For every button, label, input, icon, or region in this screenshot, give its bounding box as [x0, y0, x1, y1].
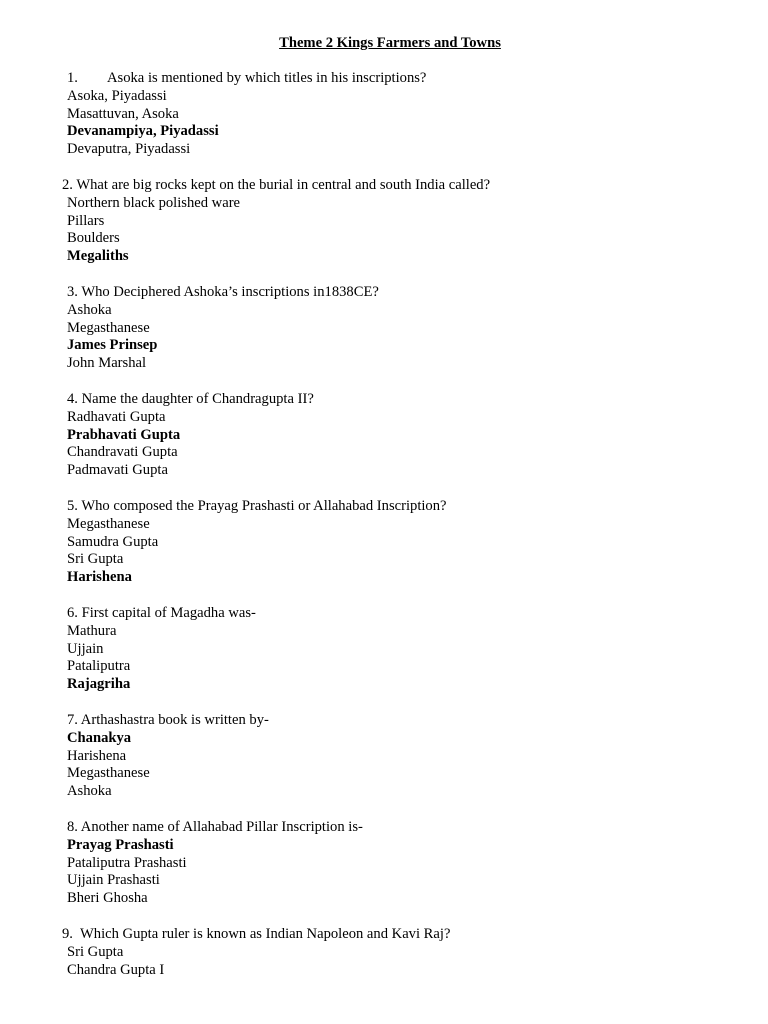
correct-option: Prayag Prashasti	[67, 836, 174, 853]
question-label: First capital of Magadha was-	[81, 605, 256, 621]
question-4	[0, 391, 760, 480]
option: Devaputra, Piyadassi	[67, 141, 191, 158]
option: Pillars	[67, 212, 105, 229]
question-number: 8.	[67, 819, 78, 835]
correct-option: Harishena	[67, 569, 132, 586]
question-text	[0, 712, 760, 730]
question-text	[0, 284, 760, 302]
correct-option: Devanampiya, Piyadassi	[67, 123, 219, 140]
question-label: What are big rocks kept on the burial in central and south India called?	[76, 177, 491, 193]
option: Ashoka	[67, 783, 112, 800]
option: Megasthanese	[67, 515, 150, 532]
option: Chandra Gupta I	[67, 961, 165, 978]
question-text	[0, 70, 760, 88]
option: Harishena	[67, 747, 127, 764]
question-label: Which Gupta ruler is known as Indian Napoleon and Kavi Raj?	[80, 926, 451, 942]
question-number: 9.	[62, 926, 73, 942]
question-number: 1.	[67, 70, 78, 86]
option: Boulders	[67, 230, 120, 247]
option: Ujjain	[67, 640, 104, 657]
question-label: Arthashastra book is written by-	[80, 712, 269, 728]
question-1	[0, 70, 760, 159]
question-number: 7.	[67, 712, 78, 728]
question-label: Who composed the Prayag Prashasti or Allahabad Inscription?	[81, 498, 447, 514]
question-number: 3.	[67, 284, 78, 300]
option: Mathura	[67, 622, 117, 639]
option: Padmavati Gupta	[67, 462, 168, 479]
option: Radhavati Gupta	[67, 408, 166, 425]
option: Sri Gupta	[67, 551, 124, 568]
question-5	[0, 498, 760, 587]
correct-option: Prabhavati Gupta	[67, 426, 181, 443]
question-7	[0, 712, 760, 801]
question-3	[0, 284, 760, 373]
question-label: Who Deciphered Ashoka’s inscriptions in1838CE?	[81, 284, 379, 300]
question-number: 4.	[67, 391, 78, 407]
question-text	[0, 177, 760, 195]
option: Sri Gupta	[67, 943, 124, 960]
question-label: Name the daughter of Chandragupta II?	[81, 391, 314, 407]
option: Chandravati Gupta	[67, 444, 178, 461]
question-label: Another name of Allahabad Pillar Inscription is-	[80, 819, 363, 835]
question-label: Asoka is mentioned by which titles in his inscriptions?	[107, 70, 427, 86]
option: Pataliputra	[67, 658, 131, 675]
correct-option: James Prinsep	[67, 337, 158, 354]
option: Pataliputra Prashasti	[67, 854, 187, 871]
option: Ashoka	[67, 301, 112, 318]
question-text	[0, 926, 760, 944]
question-text	[0, 605, 760, 623]
question-text	[0, 498, 760, 516]
correct-option: Rajagriha	[67, 676, 131, 693]
question-number: 2.	[62, 177, 73, 193]
question-number: 6.	[67, 605, 78, 621]
option: Masattuvan, Asoka	[67, 105, 179, 122]
question-9	[0, 926, 760, 979]
question-6	[0, 605, 760, 694]
question-2	[0, 177, 760, 266]
option: Bheri Ghosha	[67, 890, 148, 907]
option: Ujjain Prashasti	[67, 872, 160, 889]
question-text	[0, 391, 760, 409]
question-number: 5.	[67, 498, 78, 514]
option: Megasthanese	[67, 765, 150, 782]
correct-option: Megaliths	[67, 248, 129, 265]
document-title: Theme 2 Kings Farmers and Towns	[279, 35, 501, 51]
option: John Marshal	[67, 355, 147, 372]
correct-option: Chanakya	[67, 729, 132, 746]
option: Samudra Gupta	[67, 533, 159, 550]
option: Asoka, Piyadassi	[67, 87, 167, 104]
question-8	[0, 819, 760, 908]
question-text	[0, 819, 760, 837]
option: Northern black polished ware	[67, 194, 241, 211]
option: Megasthanese	[67, 319, 150, 336]
